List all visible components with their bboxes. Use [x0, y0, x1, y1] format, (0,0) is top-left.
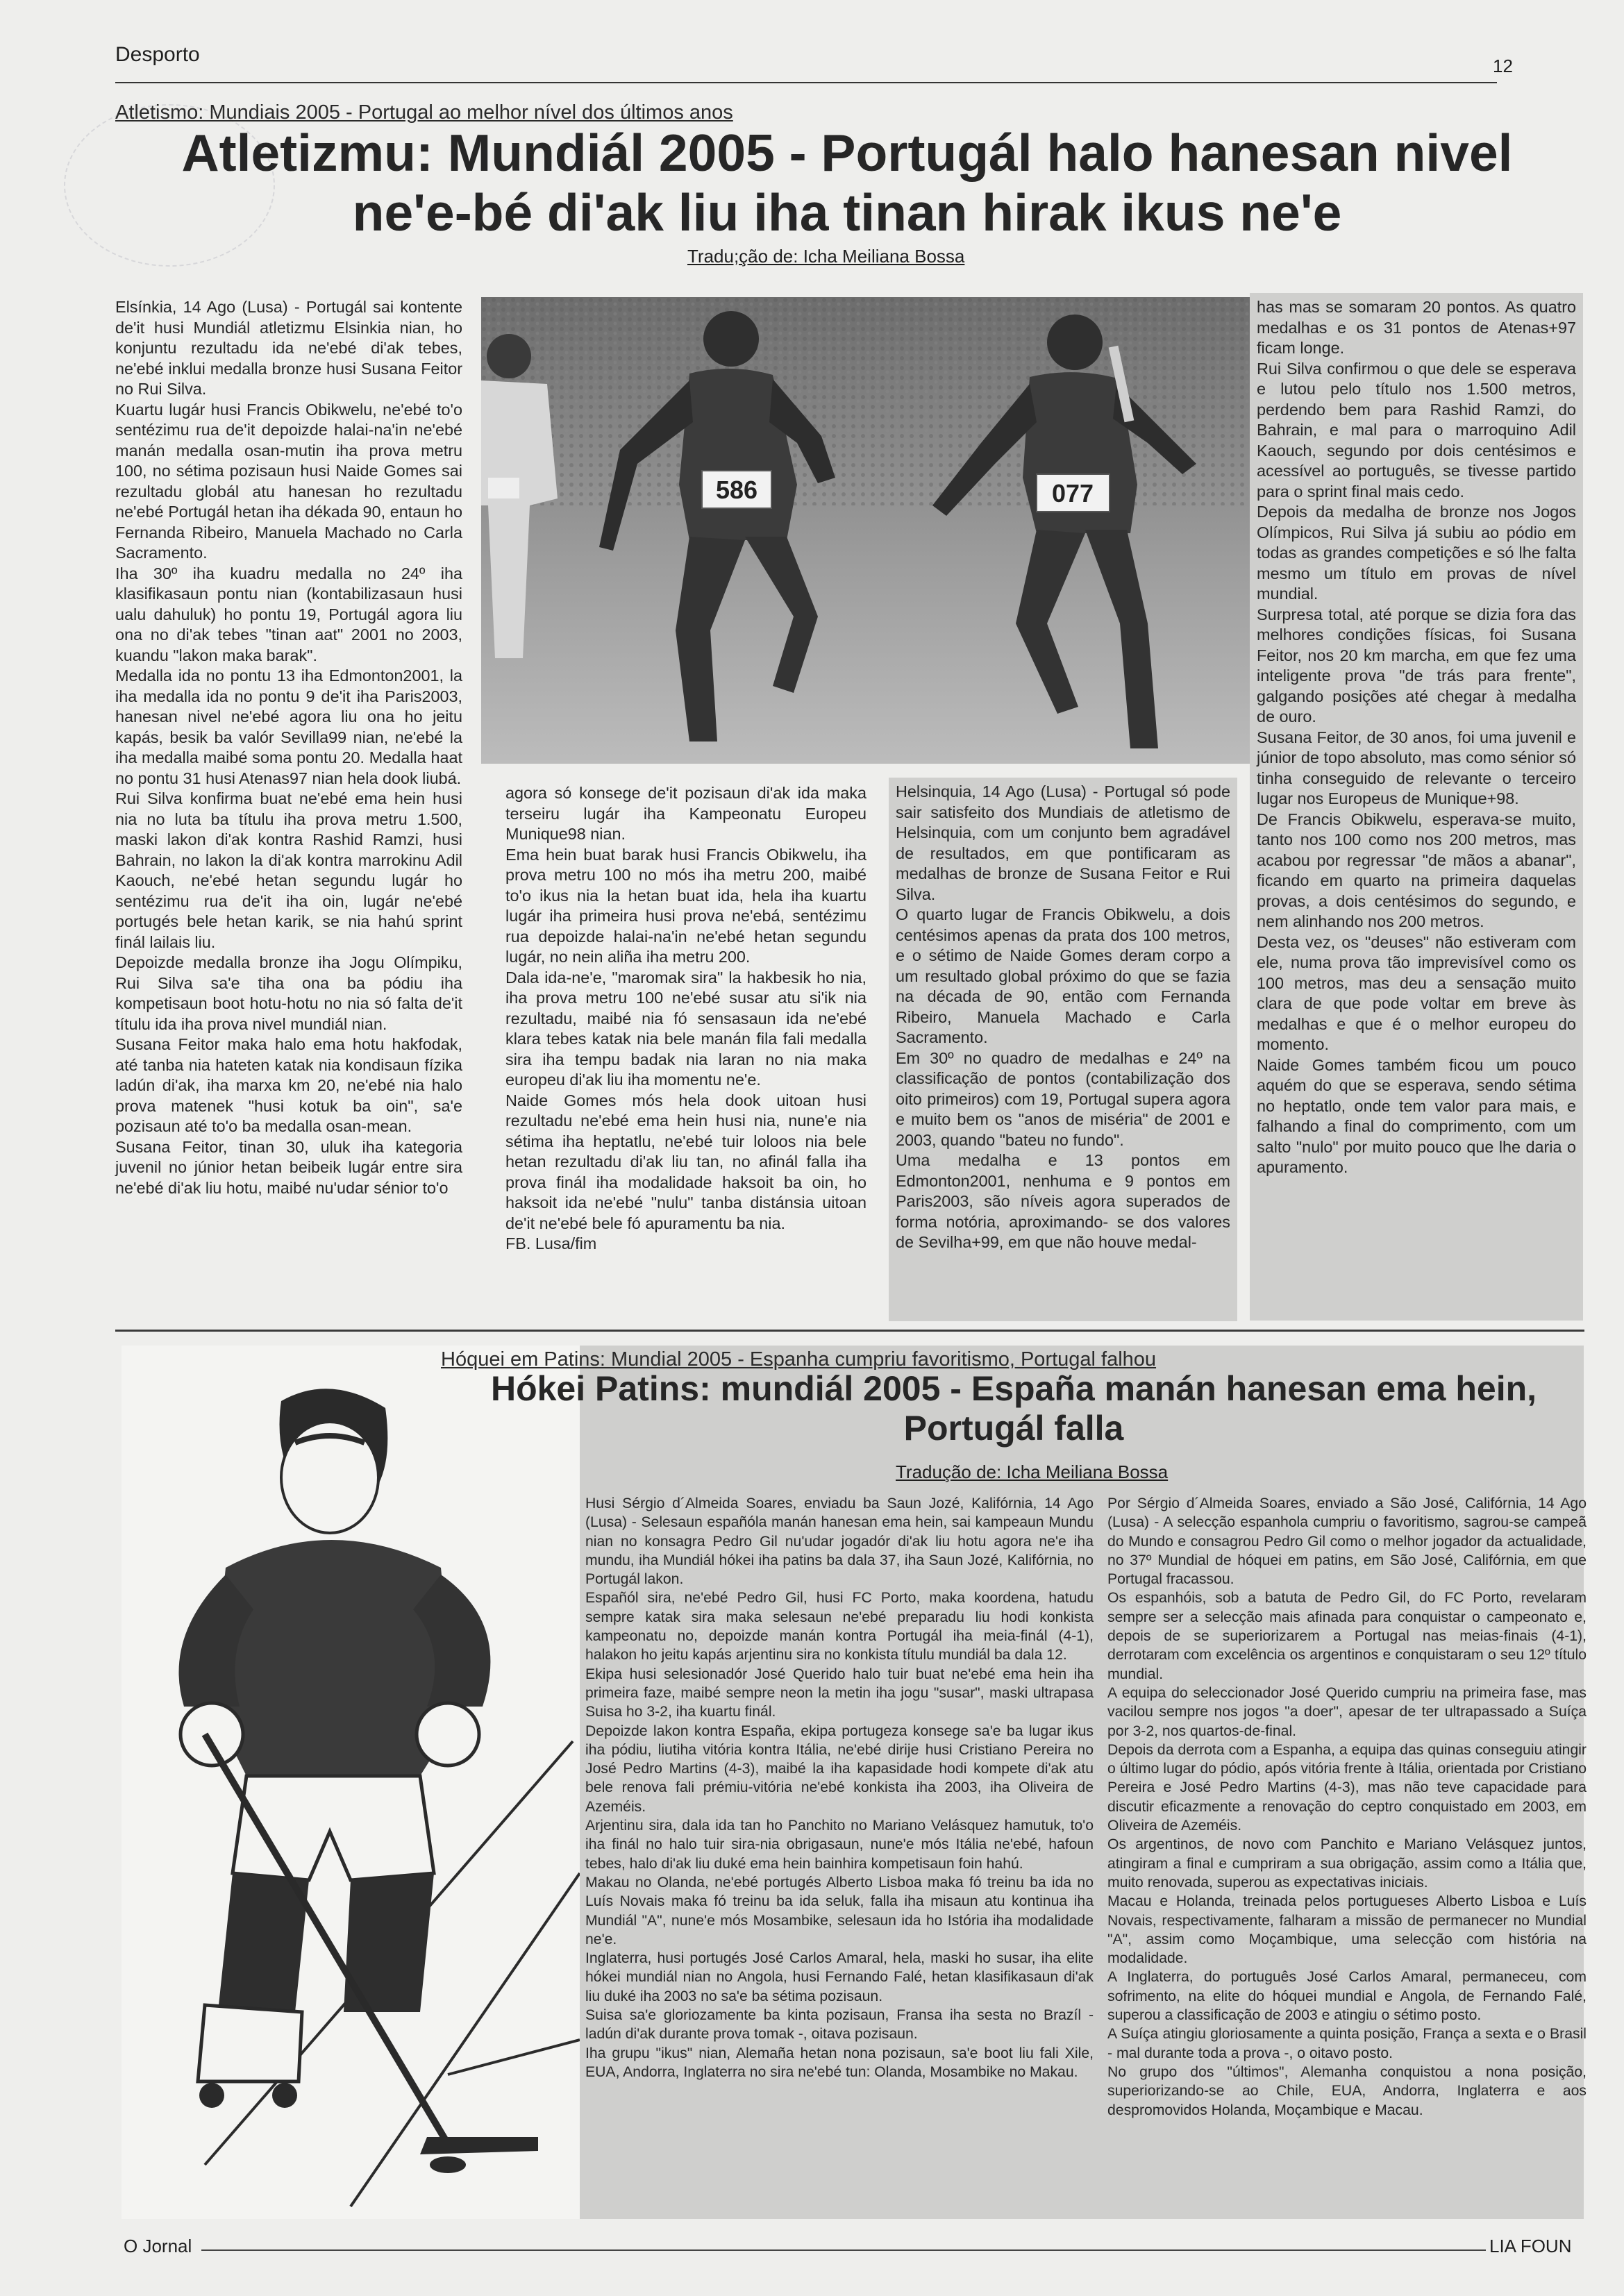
footer-rule: [201, 2249, 1486, 2251]
article2-kicker: Hóquei em Patins: Mundial 2005 - Espanha cumpriu favoritismo, Portugal falhou: [441, 1348, 1157, 1371]
paragraph: Ekipa husi selesionadór José Querido halo tuir buat ne'ebé ema hein iha primeira faze, maibé sempre neon la metin iha jogu "susar", maski ultrapasa Suisa ho 3-2, iha kuartu finál.: [585, 1666, 1094, 1720]
paragraph: Rui Silva confirmou o que dele se esperava e lutou pelo título nos 1.500 metros, perdendo bem para Rashid Ramzi, do Bahrain, e mal para o marroquino Adil Kaouch, segundo por dois centésimos e acessível ao português, se tivesse partido para o sprint final mais cedo.: [1257, 359, 1576, 501]
sprint-photo: [481, 297, 1266, 764]
paragraph: Iha grupu "ikus" nian, Alemaña hetan nona pozisaun, sa'e boot liu fali Xile, EUA, Andorra, Inglaterra no sira ne'ebé tun: Olanda, Mosambike no Makau.: [585, 2045, 1094, 2080]
paragraph: No grupo dos "últimos", Alemanha conquistou a nona posição, superiorizando-se ao Chile, EUA, Andorra, Inglaterra e aos despromovidos Holanda, Moçambique e Macau.: [1107, 2063, 1587, 2118]
paragraph: Depois da medalha de bronze nos Jogos Olímpicos, Rui Silva já subiu ao pódio em todas as grandes competições e só lhe falta mesmo um título em provas de nível mundial.: [1257, 503, 1576, 603]
paragraph: FB. Lusa/fim: [505, 1234, 597, 1252]
paragraph: Depois da derrota com a Espanha, a equipa das quinas conseguiu atingir o último lugar do pódio, após vitória frente à Itália, orientada por Cristiano Pereira e José Pedro Martins (4-3), mas não teve capacidade para discutir eficazmente a renovação do ceptro conquistado em 2003, em Oliveira de Azeméis.: [1107, 1741, 1587, 1834]
article1-kicker: Atletismo: Mundiais 2005 - Portugal ao melhor nível dos últimos anos: [115, 101, 733, 124]
paragraph: has mas se somaram 20 pontos. As quatro medalhas e os 31 pontos de Atenas+97 ficam longe.: [1257, 298, 1576, 357]
paragraph: Macau e Holanda, treinada pelos portugueses Alberto Lisboa e Luís Novais, respectivamente, falharam a missão de permanecer no Mundial "A", assim como Moçambique, uma selecção com história na modalidade.: [1107, 1893, 1587, 1967]
paragraph: Inglaterra, husi portugés José Carlos Amaral, hela, maski ho susar, iha elite hókei mundiál nian no Angola, husi Fernando Falé, hetan klasifikasaun di'ak liu duké iha 2003 no sa'e ba sétima pozisaun.: [585, 1950, 1094, 2004]
article1-col1: [115, 297, 462, 1198]
paragraph: Uma medalha e 13 pontos em Edmonton2001, nenhuma e 9 pontos em Paris2003, são níveis agora superados de forma notória, aproximando- se dos valores de Sevilha+99, em que não houve medal-: [896, 1151, 1230, 1251]
paragraph: O quarto lugar de Francis Obikwelu, a dois centésimos apenas da prata dos 100 metros, e o sétimo de Naide Gomes deram corpo a um resultado global próximo do que se fazia na década de 90, então com Fernanda Ribeiro, Manuela Machado e Carla Sacramento.: [896, 905, 1230, 1046]
bib-586: 586: [715, 476, 758, 504]
paragraph: Depoizde lakon kontra España, ekipa portugeza konsege sa'e ba lugar ikus iha pódiu, liutiha vitória kontra Itália, ne'ebé dirije husi Cristiano Pereira no José Pedro Martins (4-3), maibé la iha kapasidade hodi kompete di'ak atu bele renova fali prémiu-vitória ne'ebé konkista iha 2003, iha Oliveira de Azeméis.: [585, 1723, 1094, 1815]
sprint-photo-image: [481, 297, 1266, 764]
paragraph: Arjentinu sira, dala ida tan ho Panchito no Mariano Velásquez hamutuk, to'o iha finál no halo tuir sira-nia obrigasaun, nune'e mós Itália ne'ebé, hafoun tebes, halo di'ak liu duké ema hein bainhira kompetisaun foin hahú.: [585, 1818, 1094, 1872]
paragraph: Suisa sa'e gloriozamente ba kinta pozisaun, Fransa iha sesta no Brazíl - ladún di'ak durante prova tomak -, oitava pozisaun.: [585, 2007, 1094, 2043]
footer-section: LIA FOUN: [1489, 2236, 1572, 2256]
article2-col-tetum: [585, 1494, 1094, 2081]
footer-publication: O Jornal: [124, 2236, 192, 2256]
paragraph: Desta vez, os "deuses" não estiveram com ele, numa prova tão imprevisível como os 100 metros, mas deu a sensação muito clara de que pode voltar em breve às medalhas e que é o melhor europeu do momento.: [1257, 932, 1576, 1053]
article2-headline: Hókei Patins: mundiál 2005 - España manán hanesan ema hein, Portugál falla: [490, 1369, 1537, 1448]
article1-headline: Atletizmu: Mundiál 2005 - Portugál halo hanesan nivel ne'e-bé di'ak liu iha tinan hirak ikus ne'e: [181, 124, 1513, 242]
paragraph: Rui Silva konfirma buat ne'ebé ema hein husi nia no luta ba títulu iha prova metru 1.500, maski lakon di'ak kontra Rashid Ramzi, husi Bahrain, no lakon la di'ak kontra marrokinu Adil Kaouch, ne'ebé hetan segundu lugár ho sentézimu rua de'it iha oin, lugár ne'ebé portugés bele hetan karik, se nia hahú sprint finál lailais liu.: [115, 789, 462, 951]
paragraph: Susana Feitor, de 30 anos, foi uma juvenil e júnior de topo absoluto, mas como sénior só tinha conseguido de relevante o terceiro lugar nos Europeus de Munique+98.: [1257, 728, 1576, 807]
section-label: Desporto: [115, 43, 200, 66]
paragraph: Surpresa total, até porque se dizia fora das melhores condições físicas, foi Susana Feitor, nos 20 km marcha, em que fez uma inteligente prova "de trás para frente", galgando posições até chegar à medalha de ouro.: [1257, 605, 1576, 726]
article1-col3: [889, 778, 1237, 1321]
paragraph: Husi Sérgio d´Almeida Soares, enviadu ba Saun Jozé, Kalifórnia, 14 Ago (Lusa) - Selesaun españóla manán hanesan ema hein, sai kampeaun Mundu nian no konsagra Pedro Gil nu'udar jogadór di'ak liu hotu agora ne'e iha mundu, iha Mundiál hókei iha patins ba dala 37, iha Saun Jozé, Kalifórnia, no Portugál lakon.: [585, 1495, 1094, 1588]
bib-077: 077: [1051, 479, 1094, 508]
paragraph: A equipa do seleccionador José Querido cumpriu na primeira fase, mas vacilou sempre nos jogos "a doer", apesar de ter ultrapassado a Suíça por 3-2, nos quartos-de-final.: [1107, 1684, 1587, 1739]
paragraph: Naide Gomes mós hela dook uitoan husi rezultadu ne'ebé ema hein husi nia, nune'e nia sétima iha heptatlu, ne'ebé tuir loloos nia bele hetan rezultadu di'ak liu tan, no afinál falla iha prova finál iha modalidade haksoit ba oin, ho haksoit ida ne'ebé "nulu" tanba distánsia uitoan de'it ne'ebé bele fó apuramentu ba nia.: [505, 1091, 867, 1232]
paragraph: Elsínkia, 14 Ago (Lusa) - Portugál sai kontente de'it husi Mundiál atletizmu Elsinkia nian, ho konjuntu rezultadu ida ne'ebé di'ak tebes, ne'ebé inklui medalla bronze husi Susana Feitor no Rui Silva.: [115, 298, 462, 398]
article2-col-portuguese: [1107, 1494, 1587, 2120]
paragraph: Susana Feitor maka halo ema hotu hakfodak, até tanba nia hateten katak nia kondisaun fízika ladún di'ak, iha marxa km 20, ne'ebé nia halo prova matenek "husi kotuk ba oin", sa'e pozisaun até to'o ba medalla osan-mean.: [115, 1035, 462, 1135]
article1-col4: [1250, 293, 1583, 1321]
section-divider: [115, 1330, 1584, 1332]
article1-credit: Tradu;ção de: Icha Meiliana Bossa: [687, 246, 965, 267]
hockey-player-drawing: [122, 1346, 580, 2219]
paragraph: Makau no Olanda, ne'ebé portugés Alberto Lisboa maka fó treinu ba ida no Luís Novais maka fó treinu ba ida seluk, falla iha misaun atu kontinua iha Mundiál "A", nune'e mós Mosambike, selesaun ida ho Istória iha modalidade ne'e.: [585, 1874, 1094, 1947]
header-rule: [115, 82, 1497, 83]
article2-credit: Tradução de: Icha Meiliana Bossa: [896, 1461, 1169, 1482]
paragraph: Os espanhóis, sob a batuta de Pedro Gil, do FC Porto, revelaram sempre ser a selecção mais afinada para conquistar o campeonato e, depois de se superiorizarem a Portugal nas meias-finais (4-1), derrotaram com excelência os argentinos e conquistaram o seu 12º título mundial.: [1107, 1590, 1587, 1682]
paragraph: De Francis Obikwelu, esperava-se muito, tanto nos 100 como nos 200 metros, mas acabou por regressar "de mãos a abanar", ficando em quarto na primeira daquelas provas, a dois centésimos do segundo, e nem alinhando nos 200 metros.: [1257, 810, 1576, 930]
paragraph: Susana Feitor, tinan 30, uluk iha kategoria juvenil no júnior hetan beibeik lugár entre sira ne'ebé di'ak liu hotu, maibé nu'udar sénior to'o: [115, 1137, 462, 1197]
page-number: 12: [1493, 56, 1513, 76]
hockey-illustration: [122, 1346, 580, 2219]
paragraph: Helsinquia, 14 Ago (Lusa) - Portugal só pode sair satisfeito dos Mundiais de atletismo de Helsinquia, com um conjunto bem agradável de resultados, em que pontificaram as medalhas de bronze de Susana Feitor e Rui Silva.: [896, 782, 1230, 903]
paragraph: Depoizde medalla bronze iha Jogu Olímpiku, Rui Silva sa'e tiha ona ba pódiu iha kompetisaun boot hotu-hotu no nia só falta de'it títulu ida iha prova nivel mundiál nian.: [115, 953, 462, 1033]
paragraph: Naide Gomes também ficou um pouco aquém do que se esperava, sendo sétima no heptatlo, onde tem valor para mais, e falhando a final do comprimento, com um salto "nulo" por muito pouco que lhe daria o apuramento.: [1257, 1055, 1576, 1176]
paragraph: Españól sira, ne'ebé Pedro Gil, husi FC Porto, maka koordena, hatudu sempre katak sira maka selesaun ne'ebé preparadu liu hodi konkista kampeonatu no, depoizde manán kontra Portugál iha meia-finál (4-1), halakon ho jeitu kapás arjentinu sira no konkista títulu mundiál ba dala 12.: [585, 1590, 1094, 1664]
paragraph: Por Sérgio d´Almeida Soares, enviado a São José, Califórnia, 14 Ago (Lusa) - A selecção espanhola cumpriu o favoritismo, sagrou-se campeã do Mundo e consagrou Pedro Gil como o melhor jogador da actualidade, no 37º Mundial de hóquei em patins, em São José, Califórnia, em que Portugal fracassou.: [1107, 1495, 1587, 1588]
article1-col2: [505, 783, 867, 1255]
paragraph: A Suíça atingiu gloriosamente a quinta posição, França a sexta e o Brasil - mal durante toda a prova -, o oitavo posto.: [1107, 2026, 1587, 2061]
paragraph: Medalla ida no pontu 13 iha Edmonton2001, la iha medalla ida no pontu 9 de'it iha Paris2003, hanesan nivel ne'ebé agora liu ona ho jeitu kapás, besik ba valór Sevilla99 nian, ne'ebé la iha medalla maibé soma pontu 20. Medalla haat no pontu 31 husi Atenas97 nian hela dook liubá.: [115, 667, 462, 787]
paragraph: Iha 30º iha kuadru medalla no 24º iha klasifikasaun pontu nian (kontabilizasaun husi ualu dahuluk) ho pontu 19, Portugál agora liu ona no di'ak tebes "tinan aat" 2001 no 2003, kuandu "lakon maka barak".: [115, 564, 462, 664]
paragraph: A Inglaterra, do português José Carlos Amaral, permaneceu, com sofrimento, na elite do hóquei mundial e Angola, de Fernando Falé, superou a classificação de 2003 e atingiu o sétimo posto.: [1107, 1969, 1587, 2024]
paragraph: Dala ida-ne'e, "maromak sira" la hakbesik ho nia, iha prova metru 100 ne'ebé susar atu si'ik nia rezultadu, maibé nia fó sensasaun ida ne'ebé klara tebes katak nia bele manán fila fali medalla sira iha tempu badak nia laran no nia maka europeu di'ak liu iha momentu ne'e.: [505, 968, 867, 1089]
paragraph: Kuartu lugár husi Francis Obikwelu, ne'ebé to'o sentézimu rua de'it depoizde halai-na'in ne'ebé manán medalla osan-mutin iha prova metru 100, no sétima pozisaun husi Naide Gomes sai rezultadu globál atu hanesan ho rezultadu ne'ebé Portugál hetan iha dékada 90, entaun ho Fernanda Ribeiro, Manuela Machado no Carla Sacramento.: [115, 400, 462, 562]
paragraph: Os argentinos, de novo com Panchito e Mariano Velásquez juntos, atingiram a final e cumpriram a sua obrigação, assim como a Itália que, muito renovada, superou as expectativas iniciais.: [1107, 1836, 1587, 1891]
paragraph: Ema hein buat barak husi Francis Obikwelu, iha prova metru 100 no mós iha metru 200, maibé to'o ikus nia la hetan buat ida, hela iha kuartu lugár iha primeira husi prova ne'ebá, sentézimu rua depoizde halai-na'in ne'ebé hetan segundu lugár, no nein aliña iha metru 200.: [505, 845, 867, 966]
paragraph: Em 30º no quadro de medalhas e 24º na classificação de pontos (contabilização dos oito primeiros) com 19, Portugal supera agora e muito bem os "anos de miséria" de 2001 e 2003, quando "bateu no fundo".: [896, 1048, 1230, 1149]
paragraph: agora só konsege de'it pozisaun di'ak ida maka terseiru lugár iha Kampeonatu Europeu Munique98 nian.: [505, 784, 867, 843]
